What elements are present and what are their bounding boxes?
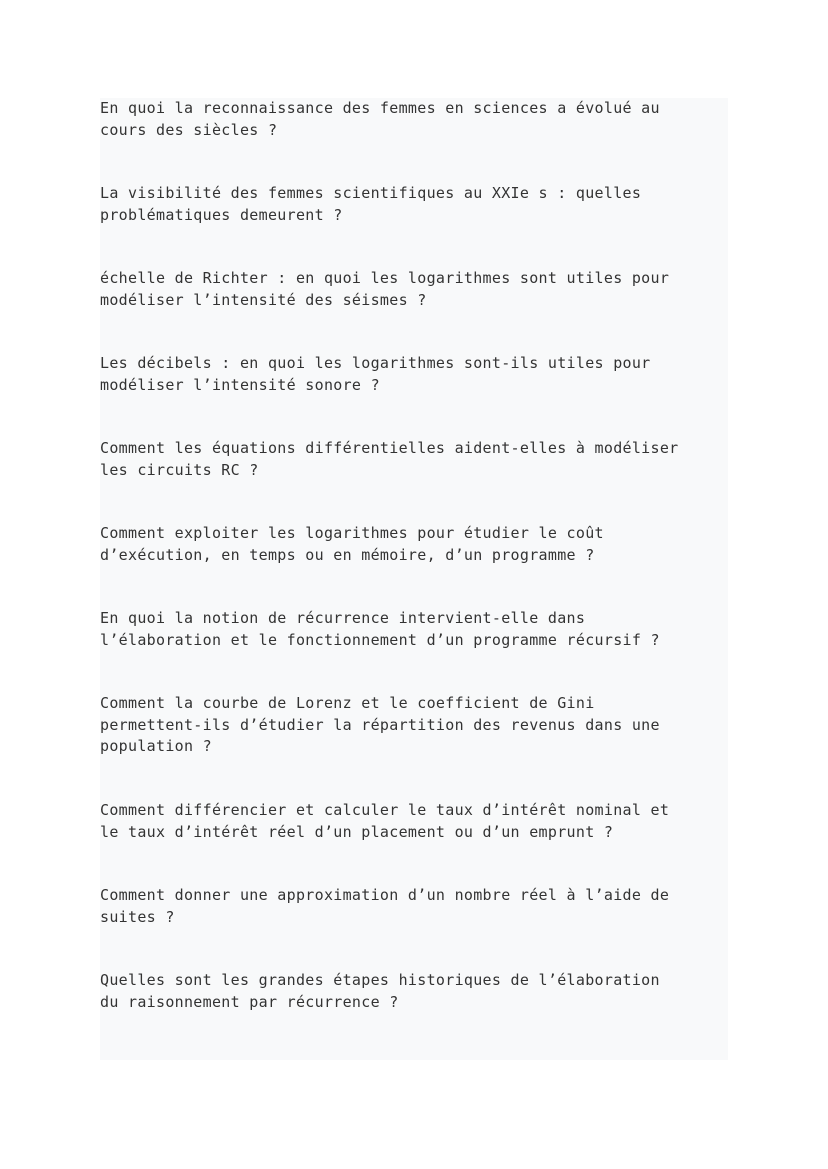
question-2: La visibilité des femmes scientifiques au XXIe s : quelles problématiques demeurent ?	[100, 184, 642, 224]
question-8: Comment la courbe de Lorenz et le coefficient de Gini permettent-ils d’étudier la répartition des revenus dans une population ?	[100, 694, 660, 755]
question-1: En quoi la reconnaissance des femmes en sciences a évolué au cours des siècles ?	[100, 99, 660, 139]
question-11: Quelles sont les grandes étapes historiques de l’élaboration du raisonnement par récurrence ?	[100, 971, 660, 1011]
question-5: Comment les équations différentielles aident-elles à modéliser les circuits RC ?	[100, 439, 679, 479]
question-3: échelle de Richter : en quoi les logarithmes sont utiles pour modéliser l’intensité des séismes ?	[100, 269, 670, 309]
question-10: Comment donner une approximation d’un nombre réel à l’aide de suites ?	[100, 886, 670, 926]
question-6: Comment exploiter les logarithmes pour étudier le coût d’exécution, en temps ou en mémoire, d’un programme ?	[100, 524, 604, 564]
question-7: En quoi la notion de récurrence intervient-elle dans l’élaboration et le fonctionnement d’un programme récursif ?	[100, 609, 660, 649]
question-9: Comment différencier et calculer le taux d’intérêt nominal et le taux d’intérêt réel d’un placement ou d’un emprunt ?	[100, 801, 670, 841]
question-4: Les décibels : en quoi les logarithmes sont-ils utiles pour modéliser l’intensité sonore ?	[100, 354, 651, 394]
